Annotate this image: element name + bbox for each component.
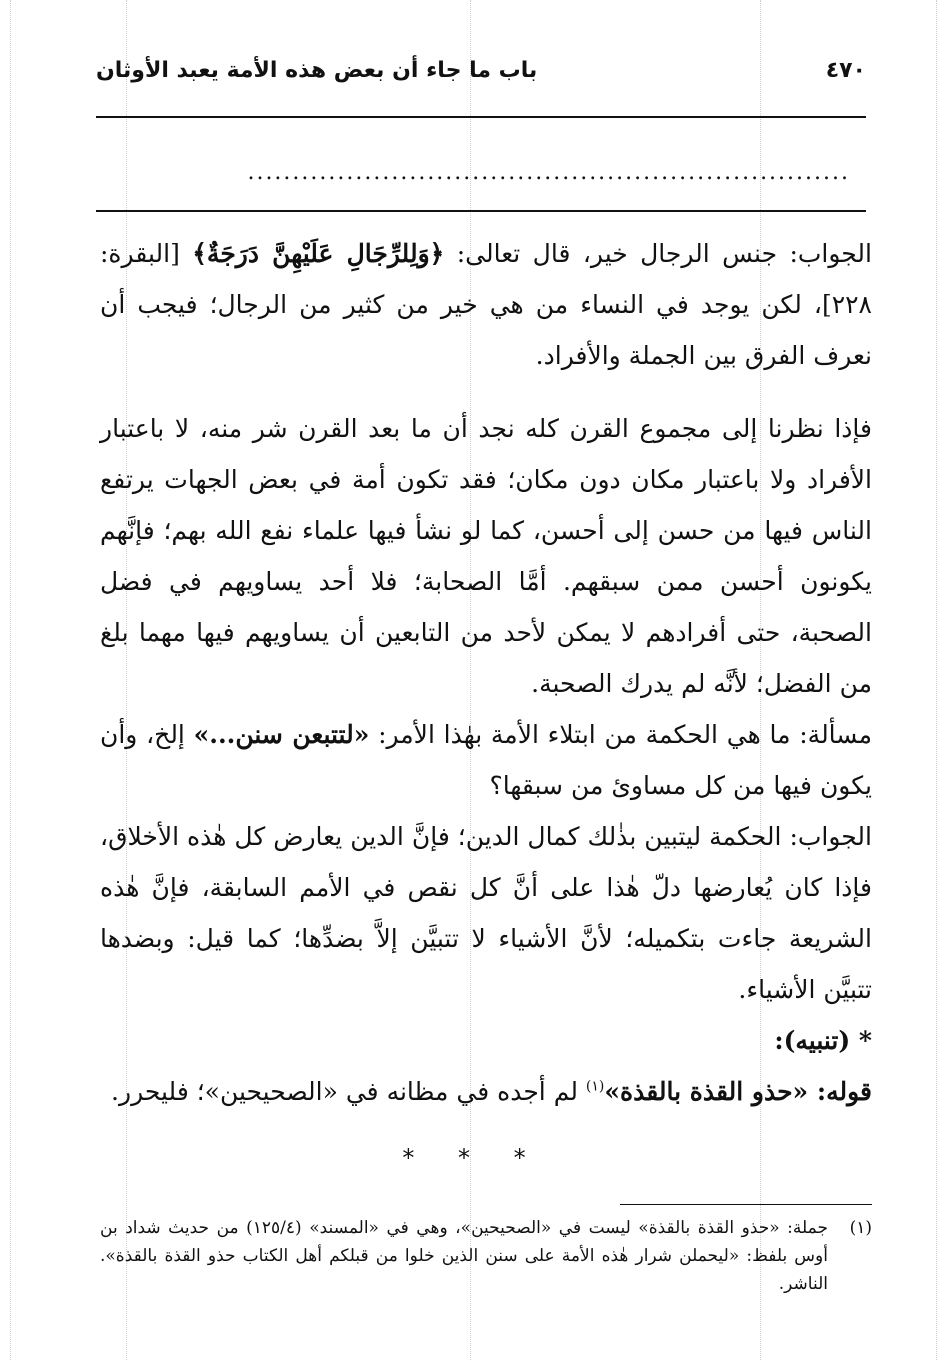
footnote (100, 1214, 872, 1298)
quran-verse: ﴿وَلِلرِّجَالِ عَلَيْهِنَّ دَرَجَةٌ﴾ (192, 239, 445, 268)
section-rule (96, 210, 866, 212)
main-text (100, 228, 872, 1117)
dotted-separator: ................................................................... (247, 160, 850, 180)
page-header (96, 52, 866, 96)
note-quote: قوله: «حذو القذة بالقذة» (604, 1077, 872, 1106)
footnote-text: جملة: «حذو القذة بالقذة» ليست في «الصحيحين»، وهي في «المسند» (١٢٥/٤) من حديث شداد بن أوس بلفظ: «ليحملن شرار هٰذه الأمة على سنن الذين خلوا من قبلكم أهل الكتاب حذو القذة بالقذة». الناشر. (100, 1218, 828, 1294)
hadith-quote: «لتتبعن سنن...» (193, 720, 370, 749)
running-title: باب ما جاء أن بعض هذه الأمة يعبد الأوثان (96, 58, 538, 83)
section-divider-stars: * * * (402, 1144, 544, 1172)
note-heading: * (تنبيه): (774, 1026, 872, 1055)
page-number: ٤٧٠ (825, 58, 866, 83)
paragraph-answer-1: الجواب: جنس الرجال خير، قال تعالى: ﴿وَلِلرِّجَالِ عَلَيْهِنَّ دَرَجَةٌ﴾ [البقرة: ٢٢٨]، لكن يوجد في النساء من هي خير من كثير من الرجال؛ فيجب أن نعرف الفرق بين الجملة والأفراد. (100, 239, 872, 370)
header-rule (96, 116, 866, 118)
footnote-number: (١) (849, 1218, 872, 1238)
paragraph-note: قوله: «حذو القذة بالقذة»$^{(١)}$ لم أجده في مظانه في «الصحيحين»؛ فليحرر. (111, 1077, 872, 1106)
paragraph-2: فإذا نظرنا إلى مجموع القرن كله نجد أن ما بعد القرن شر منه، لا باعتبار الأفراد ولا باعتبار مكان دون مكان؛ فقد تكون أمة في بعض الجهات يرتفع الناس فيها من حسن إلى أحسن، كما لو نشأ فيها علماء نفع الله بهم؛ فإنَّهم يكونون أحسن ممن سبقهم. أمَّا الصحابة؛ فلا أحد يساويهم في فضل الصحبة، حتى أفرادهم لا يمكن لأحد من التابعين أن يساويهم فيها مهما بلغ من الفضل؛ لأنَّه لم يدرك الصحبة. (100, 414, 872, 698)
paragraph-answer-2: الجواب: الحكمة ليتبين بذٰلك كمال الدين؛ فإنَّ الدين يعارض كل هٰذه الأخلاق، فإذا كان يُعارضها دلّ هٰذا على أنَّ كل نقص في الأمم السابقة، فإنَّ هٰذه الشريعة جاءت بتكميله؛ لأنَّ الأشياء لا تتبيَّن إلاَّ بضدِّها؛ كما قيل: وبضدها تتبيَّن الأشياء. (100, 822, 872, 1004)
footnote-ref[interactable]: (١) (585, 1078, 605, 1095)
paragraph-question: مسألة: ما هي الحكمة من ابتلاء الأمة بهٰذا الأمر: «لتتبعن سنن...» إلخ، وأن يكون فيها من كل مساوئ من سبقها؟ (100, 720, 872, 800)
footnote-rule (620, 1204, 872, 1205)
